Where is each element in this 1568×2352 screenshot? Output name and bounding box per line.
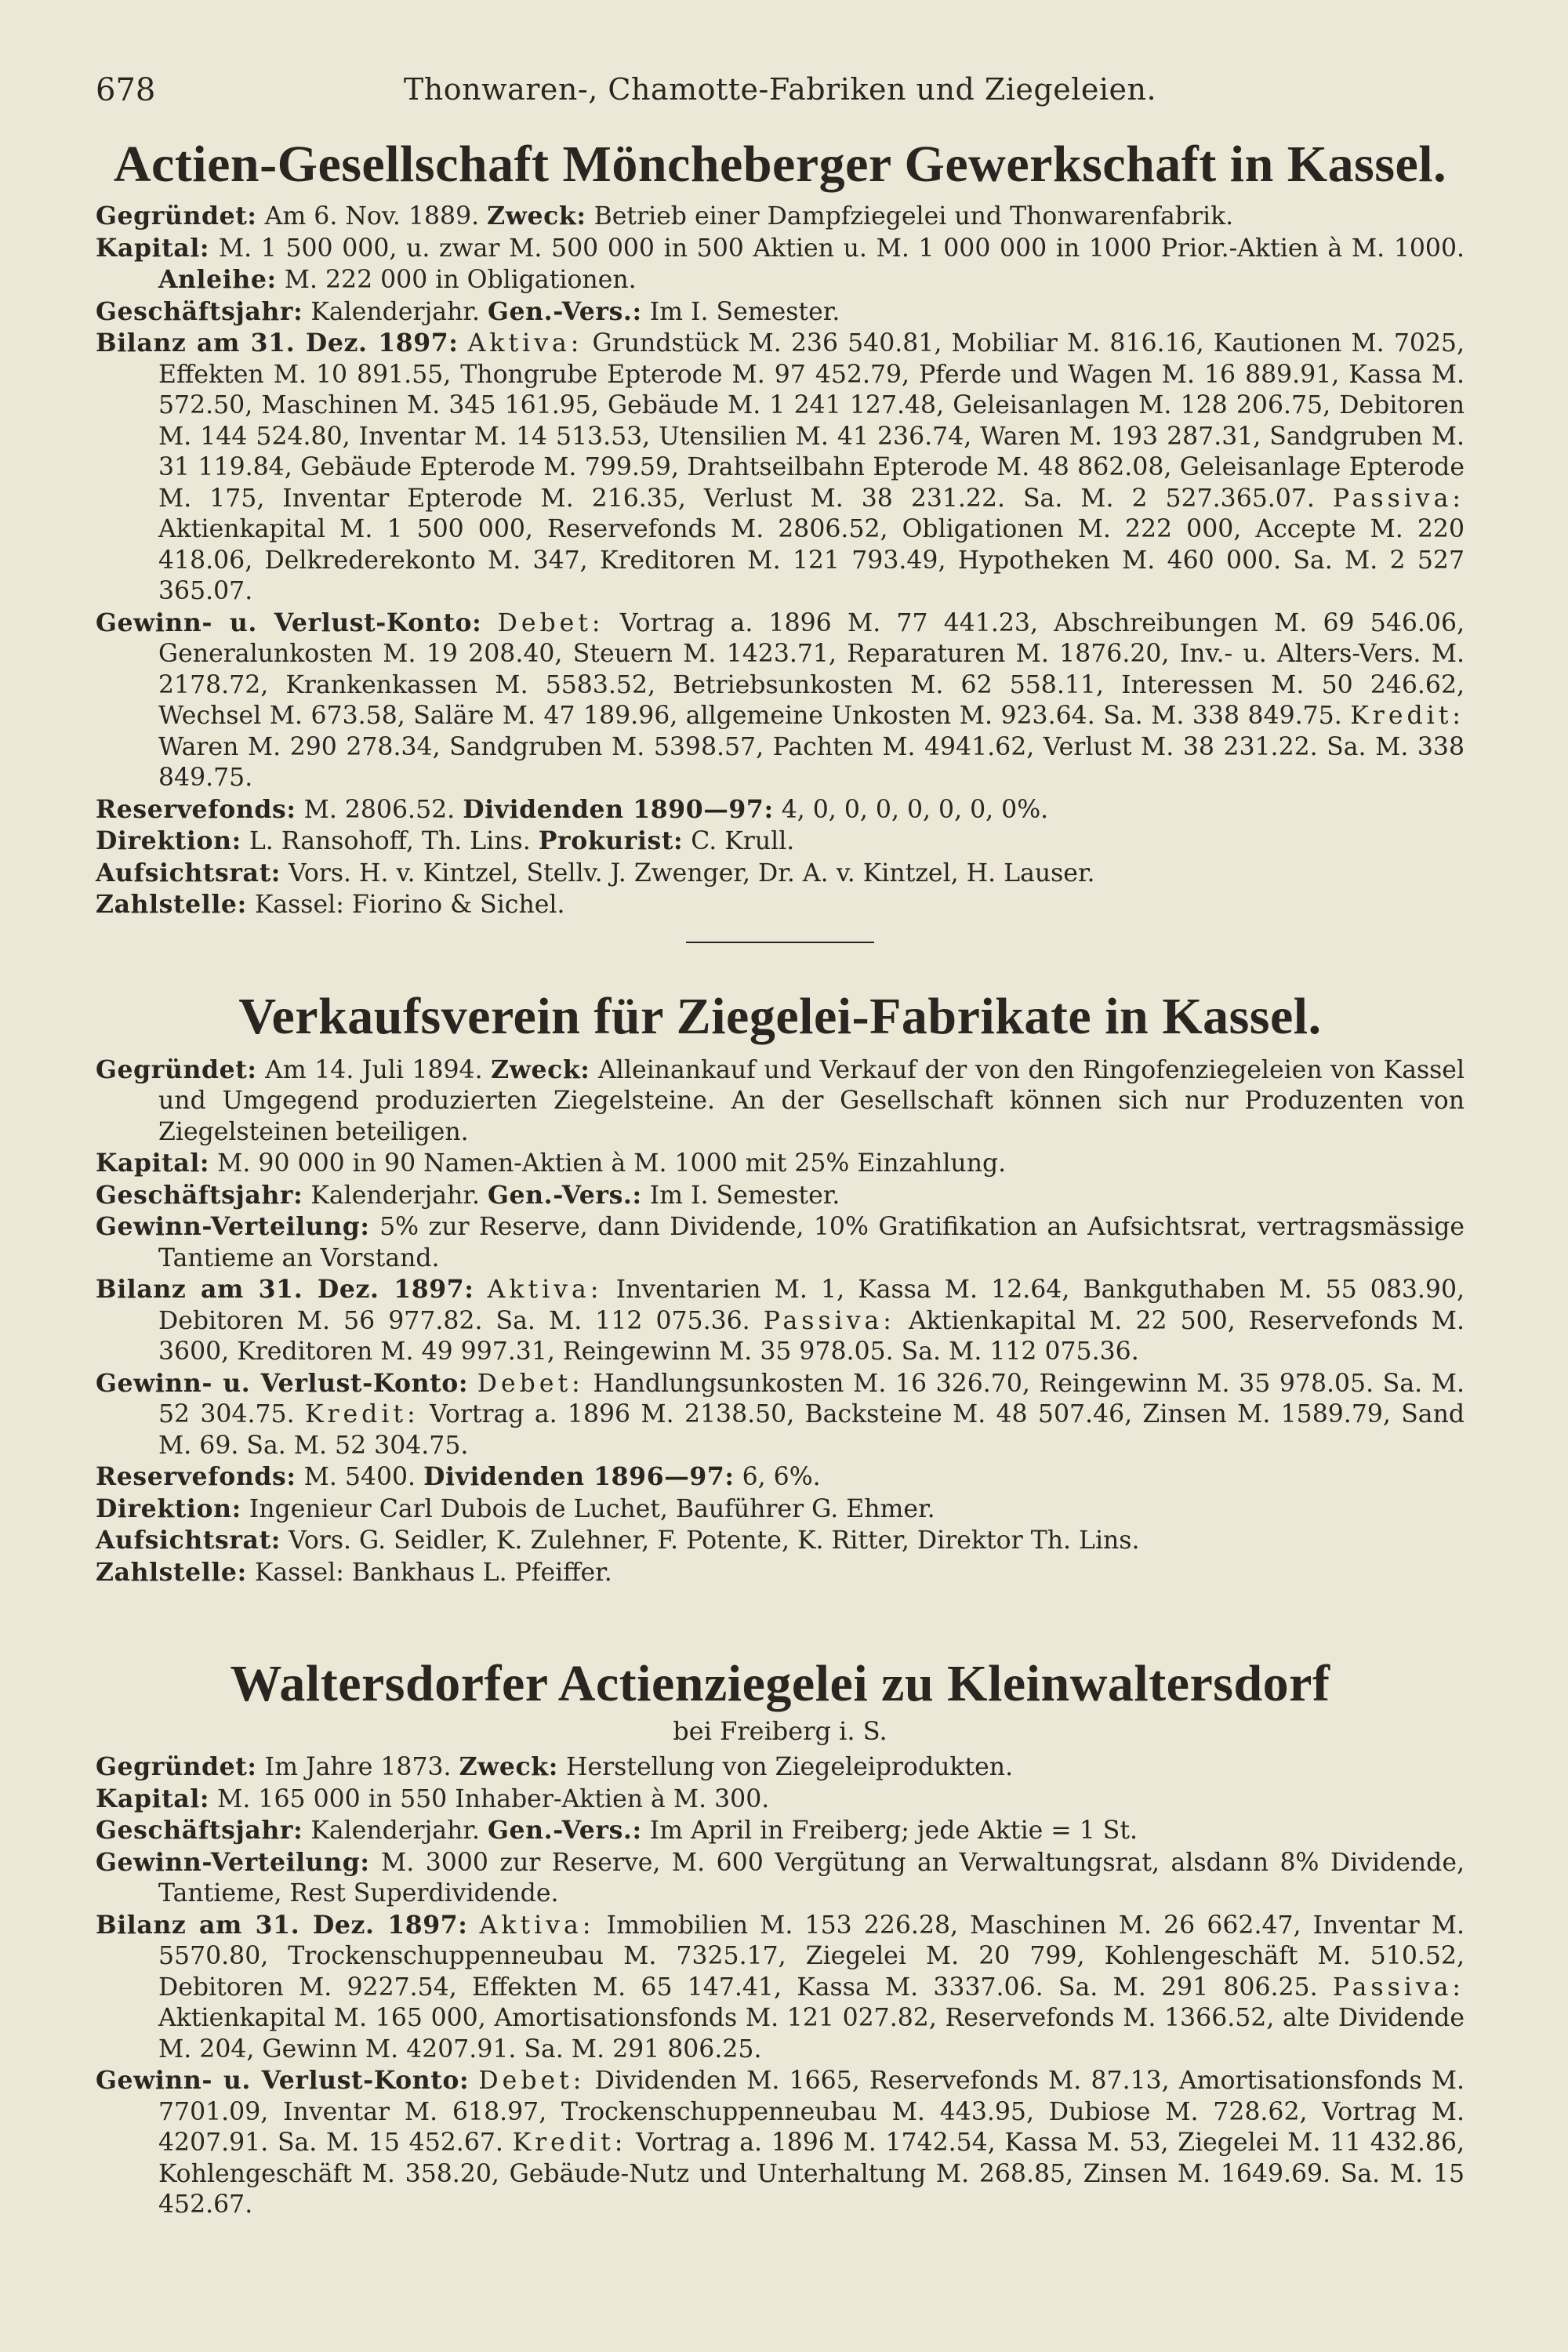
entry-label: Geschäftsjahr:: [96, 1180, 303, 1210]
entry-text: Vortrag a. 1896 M. 2138.50, Backsteine M. 48 507.46, Zinsen M. 1589.79, Sand M. 69. Sa. M. 52 304.75.: [158, 1400, 1465, 1460]
entry-text: Dividenden M. 1665, Reservefonds M. 87.13, Amortisationsfonds M. 7701.09, Inventar M. 618.97, Trockenschuppenneubau M. 443.95, Dubiose M. 728.62, Vortrag M. 4207.91. Sa. M. 15 452.67.: [158, 2067, 1465, 2157]
entry-label: Zahlstelle:: [96, 1557, 247, 1587]
entry-bilanz: [96, 1910, 1465, 2066]
entry-sublabel: Kredit:: [1350, 702, 1465, 730]
entry-text: Kassel: Bankhaus L. Pfeiffer.: [254, 1558, 612, 1587]
entry-label: Kapital:: [96, 233, 210, 263]
entry-text: C. Krull.: [691, 827, 795, 855]
entry-label: Zweck:: [491, 1054, 590, 1084]
entry-kapital: [96, 1148, 1465, 1180]
entry-label: Aufsichtsrat:: [96, 1526, 281, 1555]
entry-sublabel: Passiva:: [763, 1306, 895, 1335]
entry-text: 5% zur Reserve, dann Dividende, 10% Gratifikation an Aufsichtsrat, vertragsmässige Tantieme an Vorstand.: [158, 1213, 1465, 1272]
entry-label: Gewinn- u. Verlust-Konto:: [96, 2066, 470, 2095]
entry-geschaeftsjahr: [96, 1815, 1465, 1847]
entry-gegruendet: [96, 1054, 1465, 1149]
company-subtitle: bei Freiberg i. S.: [673, 1716, 887, 1746]
entry-text: Inventarien M. 1, Kassa M. 12.64, Bankguthaben M. 55 083.90, Debitoren M. 56 977.82. Sa. M. 112 075.36.: [158, 1276, 1465, 1335]
entry-label: Gewinn-Verteilung:: [96, 1847, 370, 1877]
entry-label: Geschäftsjahr:: [96, 296, 303, 326]
entry-sublabel: Aktiva:: [479, 1911, 595, 1940]
entry-label: Geschäftsjahr:: [96, 1816, 303, 1845]
running-head: [96, 63, 1465, 125]
entry-label: Kapital:: [96, 1149, 210, 1178]
entry-text: Am 6. Nov. 1889.: [264, 202, 480, 230]
company-body: [96, 1054, 1465, 1589]
entry-label: Dividenden 1890—97:: [463, 794, 774, 824]
entry-text: Vortrag a. 1896 M. 77 441.23, Abschreibungen M. 69 546.06, Generalunkosten M. 19 208.40, Steuern M. 1423.71, Reparaturen M. 1876.20, Inv.- u. Alters-Vers. M. 2178.72, Krankenkassen M. 5583.52, Betriebsunkosten M. 62 558.11, Interessen M. 50 246.62, Wechsel M. 673.58, Saläre M. 47 189.96, allgemeine Unkosten M. 923.64. Sa. M. 338 849.75.: [158, 608, 1465, 730]
entry-label: Anleihe:: [158, 265, 277, 294]
company-body: [96, 1751, 1465, 2221]
entry-geschaeftsjahr: [96, 296, 1465, 328]
entry-gewinn-verteilung: [96, 1211, 1465, 1274]
entry-text: Waren M. 290 278.34, Sandgruben M. 5398.57, Pachten M. 4941.62, Verlust M. 38 231.22. Sa. M. 338 849.75.: [158, 732, 1465, 792]
entry-label: Aufsichtsrat:: [96, 858, 281, 887]
entry-label: Gen.-Vers.:: [488, 1180, 642, 1210]
entry-label: Gegründet:: [96, 1054, 257, 1084]
page-number: 678: [96, 72, 156, 108]
entry-label: Prokurist:: [538, 826, 684, 855]
entry-label: Gen.-Vers.:: [488, 296, 642, 326]
entry-label: Dividenden 1896—97:: [423, 1462, 735, 1491]
entry-zahlstelle: [96, 889, 1465, 921]
entry-label: Reservefonds:: [96, 794, 296, 824]
entry-gewinn-verlust: [96, 1368, 1465, 1462]
entry-text: Im Jahre 1873.: [264, 1753, 452, 1781]
entry-label: Gegründet:: [96, 201, 257, 230]
entry-text: M. 90 000 in 90 Namen-Aktien à M. 1000 mit 25% Einzahlung.: [217, 1149, 1007, 1178]
entry-reservefonds: [96, 1461, 1465, 1494]
entry-sublabel: Aktiva:: [487, 1276, 603, 1304]
entry-sublabel: Kredit:: [512, 2129, 627, 2157]
entry-text: Alleinankauf und Verkauf der von den Ringofenziegeleien von Kassel und Umgegend produzierten Ziegelsteine. An der Gesellschaft können sich nur Produzenten von Ziegelsteinen beteiligen.: [158, 1055, 1465, 1146]
company-body: [96, 201, 1465, 921]
entry-label: Gen.-Vers.:: [488, 1816, 642, 1845]
entry-sublabel: Debet:: [478, 2067, 586, 2095]
entry-label: Direktion:: [96, 826, 241, 855]
entry-text: 6, 6%.: [742, 1463, 821, 1491]
company-title: Verkaufsverein für Ziegelei-Fabrikate in Kassel.: [238, 987, 1322, 1045]
entry-text: Kalenderjahr.: [310, 297, 480, 326]
entry-bilanz: [96, 328, 1465, 608]
entry-text: Aktienkapital M. 165 000, Amortisationsfonds M. 121 027.82, Reservefonds M. 1366.52, alte Dividende M. 204, Gewinn M. 4207.91. Sa. M. 291 806.25.: [158, 2004, 1465, 2063]
entry-label: Gewinn-Verteilung:: [96, 1212, 370, 1241]
company-entry-waltersdorfer: [96, 1653, 1465, 2221]
company-entry-moencheberger: [96, 133, 1465, 943]
entry-gewinn-verteilung: [96, 1847, 1465, 1910]
entry-aufsichtsrat: [96, 858, 1465, 890]
entry-label: Bilanz am 31. Dez. 1897:: [96, 1910, 468, 1940]
entry-text: Kassel: Fiorino & Sichel.: [254, 891, 565, 919]
entry-gewinn-verlust: [96, 2065, 1465, 2221]
entry-text: Immobilien M. 153 226.28, Maschinen M. 26 662.47, Inventar M. 5570.80, Trockenschuppenneubau M. 7325.17, Ziegelei M. 20 799, Kohlengeschäft M. 510.52, Debitoren M. 9227.54, Effekten M. 65 147.41, Kassa M. 3337.06. Sa. M. 291 806.25.: [158, 1911, 1465, 2002]
entry-sublabel: Kredit:: [304, 1400, 419, 1428]
entry-label: Gewinn- u. Verlust-Konto:: [96, 608, 482, 637]
company-entry-verkaufsverein: [96, 985, 1465, 1589]
entry-label: Direktion:: [96, 1494, 241, 1523]
entry-text: Aktienkapital M. 22 500, Reservefonds M. 3600, Kreditoren M. 49 997.31, Reingewinn M. 35 978.05. Sa. M. 112 075.36.: [158, 1306, 1465, 1366]
company-title: Actien-Gesellschaft Möncheberger Gewerkschaft in Kassel.: [113, 136, 1447, 193]
entry-text: M. 1 500 000, u. zwar M. 500 000 in 500 Aktien u. M. 1 000 000 in 1000 Prior.-Aktien à M. 1000.: [218, 234, 1465, 263]
entry-label: Zweck:: [459, 1752, 558, 1781]
entry-bilanz: [96, 1274, 1465, 1368]
entry-zahlstelle: [96, 1557, 1465, 1589]
entry-text: Vors. G. Seidler, K. Zulehner, F. Potente, K. Ritter, Direktor Th. Lins.: [288, 1526, 1140, 1555]
entry-kapital: [96, 1784, 1465, 1816]
entry-label: Zahlstelle:: [96, 890, 247, 919]
entry-text: M. 165 000 in 550 Inhaber-Aktien à M. 300.: [217, 1784, 770, 1813]
entry-label: Bilanz am 31. Dez. 1897:: [96, 1275, 474, 1304]
entry-text: Im I. Semester.: [649, 1181, 840, 1210]
entry-text: M. 5400.: [303, 1463, 416, 1491]
entry-text: Vors. H. v. Kintzel, Stellv. J. Zwenger, Dr. A. v. Kintzel, H. Lauser.: [288, 858, 1095, 887]
entry-sublabel: Aktiva:: [467, 329, 583, 358]
entry-geschaeftsjahr: [96, 1180, 1465, 1212]
entry-direktion: [96, 826, 1465, 858]
entry-gewinn-verlust: [96, 608, 1465, 794]
entry-text: M. 3000 zur Reserve, M. 600 Vergütung an Verwaltungsrat, alsdann 8% Dividende, Tantieme, Rest Superdividende.: [158, 1848, 1465, 1907]
entry-text: Im I. Semester.: [649, 297, 840, 326]
entry-label: Zweck:: [487, 201, 586, 230]
entry-text: Im April in Freiberg; jede Aktie = 1 St.: [649, 1817, 1138, 1845]
entry-text: Grundstück M. 236 540.81, Mobiliar M. 816.16, Kautionen M. 7025, Effekten M. 10 891.55, Thongrube Epterode M. 97 452.79, Pferde und Wagen M. 16 889.91, Kassa M. 572.50, Maschinen M. 345 161.95, Gebäude M. 1 241 127.48, Geleisanlagen M. 128 206.75, Debitoren M. 144 524.80, Inventar M. 14 513.53, Utensilien M. 41 236.74, Waren M. 193 287.31, Sandgruben M. 31 119.84, Gebäude Epterode M. 799.59, Drahtseilbahn Epterode M. 48 862.08, Geleisanlage Epterode M. 175, Inventar Epterode M. 216.35, Verlust M. 38 231.22. Sa. M. 2 527.365.07.: [158, 329, 1465, 513]
entry-text: 4, 0, 0, 0, 0, 0, 0, 0%.: [781, 795, 1049, 824]
entry-text: L. Ransohoff, Th. Lins.: [249, 827, 531, 855]
entry-label: Bilanz am 31. Dez. 1897:: [96, 328, 459, 358]
entry-label: Reservefonds:: [96, 1462, 296, 1491]
entry-kapital: [96, 233, 1465, 296]
section-divider: [686, 942, 874, 943]
entry-text: M. 2806.52.: [303, 795, 456, 824]
entry-sublabel: Passiva:: [1332, 1973, 1465, 2002]
entry-text: Kalenderjahr.: [310, 1817, 480, 1845]
page: [96, 63, 1465, 2221]
running-title: Thonwaren-, Chamotte-Fabriken und Ziegeleien.: [403, 72, 1157, 107]
entry-sublabel: Debet:: [477, 1369, 584, 1398]
entry-text: Herstellung von Ziegeleiprodukten.: [565, 1753, 1014, 1781]
entry-text: Handlungsunkosten M. 16 326.70, Reingewinn M. 35 978.05. Sa. M. 52 304.75.: [158, 1369, 1465, 1428]
entry-text: Aktienkapital M. 1 500 000, Reservefonds M. 2806.52, Obligationen M. 222 000, Accepte M. 220 418.06, Delkrederekonto M. 347, Kreditoren M. 121 793.49, Hypotheken M. 460 000. Sa. M. 2 527 365.07.: [158, 515, 1465, 605]
entry-text: Betrieb einer Dampfziegelei und Thonwarenfabrik.: [593, 202, 1234, 230]
entry-direktion: [96, 1494, 1465, 1526]
entry-sublabel: Debet:: [497, 608, 604, 637]
entry-sublabel: Passiva:: [1332, 484, 1465, 513]
entry-text: Kalenderjahr.: [310, 1181, 480, 1210]
entry-text: Vortrag a. 1896 M. 1742.54, Kassa M. 53, Ziegelei M. 11 432.86, Kohlengeschäft M. 358.20, Gebäude-Nutz und Unterhaltung M. 268.85, Zinsen M. 1649.69. Sa. M. 15 452.67.: [158, 2129, 1465, 2219]
entry-reservefonds: [96, 794, 1465, 826]
company-title: Waltersdorfer Actienziegelei zu Kleinwaltersdorf: [230, 1655, 1330, 1712]
entry-gegruendet: [96, 201, 1465, 233]
entry-gegruendet: [96, 1751, 1465, 1784]
entry-label: Gegründet:: [96, 1752, 257, 1781]
entry-text: Am 14. Juli 1894.: [265, 1055, 483, 1084]
entry-label: Gewinn- u. Verlust-Konto:: [96, 1368, 469, 1398]
entry-text: Ingenieur Carl Dubois de Luchet, Bauführer G. Ehmer.: [249, 1494, 935, 1523]
entry-aufsichtsrat: [96, 1525, 1465, 1557]
entry-label: Kapital:: [96, 1784, 210, 1813]
entry-text: M. 222 000 in Obligationen.: [284, 266, 637, 294]
